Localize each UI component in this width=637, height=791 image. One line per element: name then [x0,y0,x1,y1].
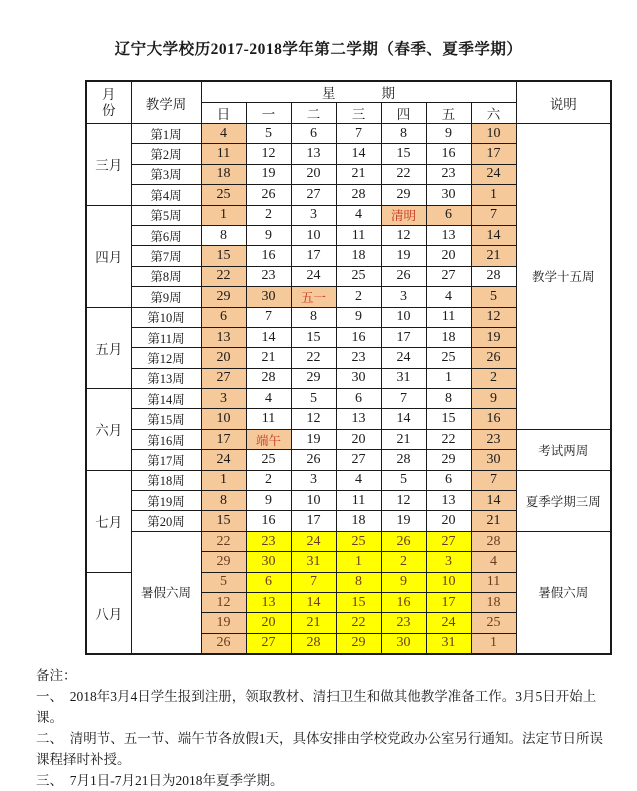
week-cell: 第3周 [131,164,201,184]
day-cell: 22 [201,531,246,551]
day-cell: 11 [201,144,246,164]
day-cell: 12 [246,144,291,164]
week-group-header [201,81,516,103]
day-cell: 3 [291,205,336,225]
day-cell: 4 [336,205,381,225]
day-cell: 22 [291,348,336,368]
day-name-sat: 六 [471,103,516,124]
day-cell: 7 [291,572,336,592]
day-cell: 20 [336,429,381,449]
day-cell: 18 [201,164,246,184]
week-cell: 第16周 [131,429,201,449]
day-cell: 15 [201,246,246,266]
remark-item-3: 三、 7月1日-7月21日为2018年夏季学期。 [36,773,284,789]
month-cell: 三月 [86,124,131,206]
day-cell: 5 [471,287,516,307]
day-cell: 19 [471,327,516,347]
note-cell: 夏季学期三周 [516,470,611,531]
day-cell: 13 [201,327,246,347]
day-cell: 16 [381,592,426,612]
day-cell: 27 [426,266,471,286]
day-cell: 12 [291,409,336,429]
week-cell: 第7周 [131,246,201,266]
day-cell: 20 [426,246,471,266]
day-cell: 17 [381,327,426,347]
note-cell: 考试两周 [516,429,611,470]
day-cell: 23 [246,531,291,551]
week-cell: 第4周 [131,185,201,205]
calendar-row [86,531,611,551]
day-cell: 14 [381,409,426,429]
page-title: 辽宁大学校历2017-2018学年第二学期（春季、夏季学期） [114,41,523,58]
day-cell: 4 [336,470,381,490]
day-cell: 21 [471,246,516,266]
day-cell: 9 [246,225,291,245]
day-cell: 16 [246,511,291,531]
calendar-row [86,124,611,144]
day-cell: 26 [201,633,246,654]
day-cell: 29 [381,185,426,205]
day-cell: 13 [336,409,381,429]
day-cell: 4 [246,389,291,409]
day-cell: 13 [246,592,291,612]
month-cell: 四月 [86,205,131,307]
week-cell: 暑假六周 [131,531,201,654]
day-cell: 6 [201,307,246,327]
week-cell: 第8周 [131,266,201,286]
day-cell: 29 [291,368,336,388]
month-column-header [86,81,131,124]
holiday-cell: 清明 [381,205,426,225]
day-cell: 21 [291,613,336,633]
day-cell: 24 [201,450,246,470]
day-cell: 30 [381,633,426,654]
day-cell: 25 [426,348,471,368]
day-cell: 1 [336,552,381,572]
day-cell: 26 [291,450,336,470]
day-cell: 18 [471,592,516,612]
week-group-char: 星 [322,86,336,101]
teaching-week-column-header: 教学周 [131,81,201,124]
week-cell: 第20周 [131,511,201,531]
day-cell: 6 [246,572,291,592]
day-cell: 27 [246,633,291,654]
day-cell: 5 [201,572,246,592]
day-cell: 21 [471,511,516,531]
day-cell: 25 [336,531,381,551]
day-cell: 9 [426,124,471,144]
day-cell: 3 [381,287,426,307]
day-cell: 19 [291,429,336,449]
day-cell: 15 [201,511,246,531]
day-cell: 21 [336,164,381,184]
day-cell: 29 [426,450,471,470]
day-cell: 31 [426,633,471,654]
day-cell: 3 [201,389,246,409]
day-cell: 5 [291,389,336,409]
day-cell: 26 [381,266,426,286]
day-cell: 2 [246,205,291,225]
day-cell: 4 [426,287,471,307]
day-cell: 9 [336,307,381,327]
day-cell: 16 [246,246,291,266]
day-cell: 17 [201,429,246,449]
day-cell: 3 [426,552,471,572]
day-cell: 11 [246,409,291,429]
note-cell: 暑假六周 [516,531,611,654]
day-cell: 17 [471,144,516,164]
day-cell: 30 [246,287,291,307]
week-cell: 第2周 [131,144,201,164]
day-cell: 31 [381,368,426,388]
day-cell: 8 [381,124,426,144]
day-cell: 9 [246,491,291,511]
day-cell: 4 [471,552,516,572]
day-cell: 23 [381,613,426,633]
day-cell: 18 [336,511,381,531]
day-cell: 2 [336,287,381,307]
day-cell: 14 [246,327,291,347]
day-cell: 29 [201,552,246,572]
day-cell: 19 [381,246,426,266]
day-cell: 25 [246,450,291,470]
week-cell: 第11周 [131,327,201,347]
day-cell: 29 [336,633,381,654]
day-cell: 9 [471,389,516,409]
day-cell: 17 [291,246,336,266]
day-cell: 24 [381,348,426,368]
day-cell: 11 [426,307,471,327]
day-cell: 19 [246,164,291,184]
day-cell: 6 [291,124,336,144]
week-cell: 第1周 [131,124,201,144]
day-cell: 10 [426,572,471,592]
day-cell: 9 [381,572,426,592]
holiday-cell: 五一 [291,287,336,307]
day-cell: 10 [201,409,246,429]
day-cell: 1 [201,470,246,490]
week-group-label [202,82,516,102]
calendar-row [86,429,611,449]
day-cell: 15 [381,144,426,164]
day-cell: 20 [426,511,471,531]
day-cell: 5 [246,124,291,144]
day-cell: 20 [291,164,336,184]
day-name-sun: 日 [201,103,246,124]
week-cell: 第13周 [131,368,201,388]
remarks-section [36,665,612,791]
day-cell: 3 [291,470,336,490]
day-cell: 10 [381,307,426,327]
week-cell: 第18周 [131,470,201,490]
week-cell: 第5周 [131,205,201,225]
day-cell: 2 [381,552,426,572]
day-cell: 24 [291,266,336,286]
day-cell: 24 [426,613,471,633]
month-cell: 五月 [86,307,131,389]
day-cell: 13 [426,225,471,245]
week-cell: 第19周 [131,491,201,511]
day-cell: 20 [246,613,291,633]
day-cell: 7 [336,124,381,144]
month-cell: 六月 [86,389,131,471]
day-cell: 28 [471,266,516,286]
day-cell: 26 [246,185,291,205]
day-cell: 7 [471,205,516,225]
remarks-heading: 备注： [36,668,77,684]
day-cell: 19 [201,613,246,633]
day-cell: 15 [291,327,336,347]
week-cell: 第10周 [131,307,201,327]
week-cell: 第17周 [131,450,201,470]
day-cell: 4 [201,124,246,144]
day-cell: 8 [291,307,336,327]
day-cell: 12 [471,307,516,327]
day-cell: 22 [336,613,381,633]
day-cell: 15 [336,592,381,612]
day-cell: 30 [426,185,471,205]
day-cell: 25 [201,185,246,205]
day-cell: 8 [426,389,471,409]
day-cell: 8 [201,491,246,511]
day-cell: 18 [336,246,381,266]
week-group-char: 期 [381,86,396,101]
day-cell: 7 [381,389,426,409]
day-cell: 18 [426,327,471,347]
day-name-mon: 一 [246,103,291,124]
day-cell: 21 [246,348,291,368]
day-cell: 8 [336,572,381,592]
day-cell: 28 [291,633,336,654]
day-cell: 6 [426,205,471,225]
week-cell: 第14周 [131,389,201,409]
holiday-cell: 端午 [246,429,291,449]
day-cell: 7 [471,470,516,490]
day-cell: 14 [471,225,516,245]
week-cell: 第15周 [131,409,201,429]
day-cell: 30 [336,368,381,388]
day-cell: 24 [471,164,516,184]
day-cell: 22 [381,164,426,184]
day-cell: 28 [336,185,381,205]
day-cell: 21 [381,429,426,449]
notes-column-header: 说明 [516,81,611,124]
remark-item-1: 一、 2018年3月4日学生报到注册，领取教材、清扫卫生和做其他教学准备工作。3月5日开始上课。 [36,689,597,726]
day-cell: 28 [381,450,426,470]
day-cell: 8 [201,225,246,245]
calendar-row [86,470,611,490]
day-cell: 1 [426,368,471,388]
remark-item-2: 二、 清明节、五一节、端午节各放假1天，具体安排由学校党政办公室另行通知。法定节日所误课程择时补授。 [36,731,603,768]
day-cell: 14 [291,592,336,612]
month-cell: 七月 [86,470,131,572]
day-cell: 12 [201,592,246,612]
calendar-body [86,124,611,655]
day-cell: 13 [426,491,471,511]
calendar-table [85,80,612,655]
day-cell: 10 [291,225,336,245]
week-cell: 第6周 [131,225,201,245]
day-cell: 10 [291,491,336,511]
day-cell: 11 [336,225,381,245]
month-cell: 八月 [86,572,131,654]
day-cell: 31 [291,552,336,572]
day-cell: 17 [426,592,471,612]
day-cell: 28 [246,368,291,388]
day-cell: 29 [201,287,246,307]
day-cell: 7 [246,307,291,327]
day-cell: 1 [471,185,516,205]
calendar-header [86,81,611,124]
day-cell: 27 [426,531,471,551]
day-cell: 24 [291,531,336,551]
day-cell: 12 [381,225,426,245]
day-cell: 26 [381,531,426,551]
day-cell: 17 [291,511,336,531]
day-cell: 1 [471,633,516,654]
day-cell: 23 [426,164,471,184]
month-header-line1: 月 [102,86,116,102]
day-cell: 23 [336,348,381,368]
day-cell: 1 [201,205,246,225]
day-name-fri: 五 [426,103,471,124]
day-cell: 6 [336,389,381,409]
day-cell: 11 [471,572,516,592]
note-cell: 教学十五周 [516,124,611,430]
day-cell: 23 [246,266,291,286]
day-cell: 2 [471,368,516,388]
day-cell: 27 [336,450,381,470]
day-cell: 14 [471,491,516,511]
header-row-top [86,81,611,103]
month-header-line2: 份 [102,102,116,118]
day-cell: 15 [426,409,471,429]
day-cell: 2 [246,470,291,490]
day-cell: 22 [201,266,246,286]
day-cell: 25 [471,613,516,633]
day-name-wed: 三 [336,103,381,124]
day-cell: 16 [336,327,381,347]
day-cell: 12 [381,491,426,511]
day-cell: 5 [381,470,426,490]
day-cell: 27 [201,368,246,388]
day-cell: 22 [426,429,471,449]
day-cell: 28 [471,531,516,551]
day-cell: 6 [426,470,471,490]
week-cell: 第12周 [131,348,201,368]
day-cell: 19 [381,511,426,531]
day-cell: 30 [246,552,291,572]
day-cell: 27 [291,185,336,205]
day-name-thu: 四 [381,103,426,124]
day-cell: 25 [336,266,381,286]
day-cell: 26 [471,348,516,368]
day-cell: 16 [471,409,516,429]
day-cell: 14 [336,144,381,164]
day-cell: 13 [291,144,336,164]
day-cell: 16 [426,144,471,164]
day-cell: 20 [201,348,246,368]
day-cell: 11 [336,491,381,511]
week-cell: 第9周 [131,287,201,307]
day-cell: 30 [471,450,516,470]
day-cell: 23 [471,429,516,449]
day-name-tue: 二 [291,103,336,124]
day-cell: 10 [471,124,516,144]
